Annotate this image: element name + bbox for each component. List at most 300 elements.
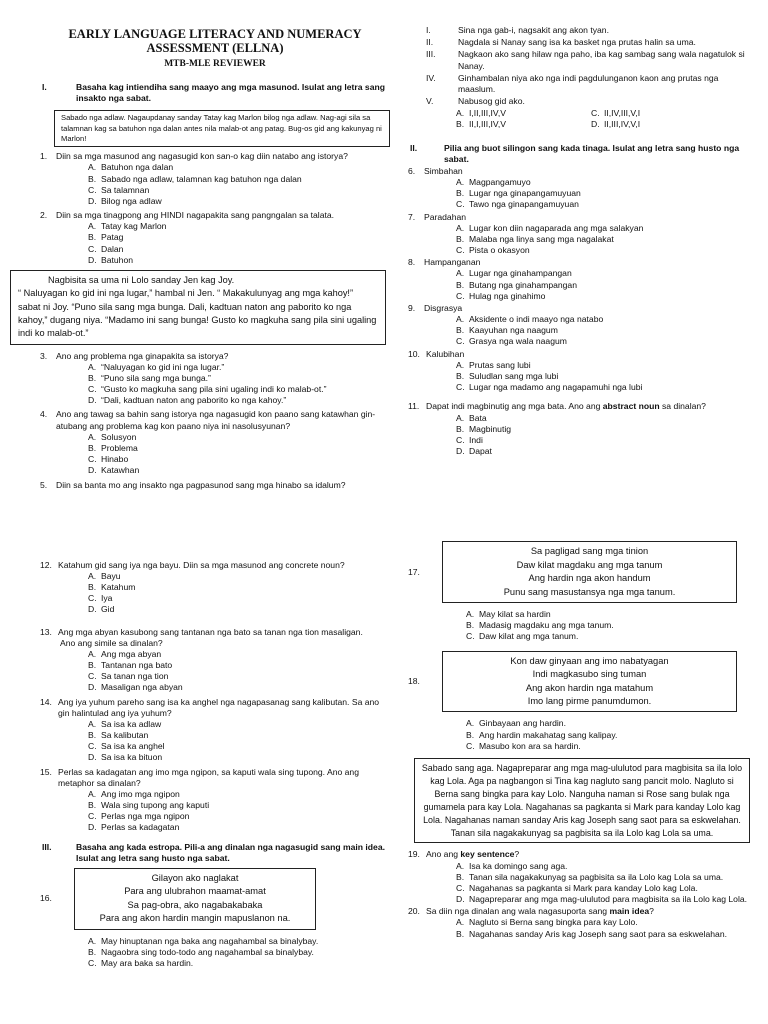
option-text: Sa isa ka anghel	[101, 741, 165, 752]
option-text: Gid	[101, 604, 115, 615]
section-instruction: Basaha ang kada estropa. Pili-a ang dinalan nga nagasugid sang main idea. Isulat ang letra sang husto nga sabat.	[76, 841, 385, 863]
question-stem: Paradahan	[424, 211, 467, 222]
option	[408, 336, 753, 347]
question-number: 6.	[408, 165, 416, 176]
option	[40, 593, 390, 604]
option	[40, 682, 390, 693]
option-letter: B.	[88, 800, 97, 811]
option-letter: C.	[456, 382, 465, 393]
option	[40, 822, 390, 833]
option	[40, 244, 390, 255]
sequence-text: Nagdala si Nanay sang isa ka basket nga prutas halin sa uma.	[458, 37, 696, 48]
question-11	[408, 401, 753, 457]
option-text: Isa ka domingo sang aga.	[469, 860, 568, 871]
option-letter: A.	[88, 648, 97, 659]
poem-line: Daw kilat magdaku ang mga tanum	[516, 559, 663, 570]
option-letter: A.	[456, 268, 465, 279]
option	[40, 800, 390, 811]
section-number: II.	[410, 142, 418, 153]
option-letter: B.	[456, 423, 465, 434]
option	[408, 382, 753, 393]
sequence-item	[422, 73, 753, 95]
stem-part: Dapat indi magbinutig ang mga bata. Ano ang	[426, 401, 603, 412]
option-text: Problema	[101, 443, 138, 453]
question-number: 3.	[40, 350, 48, 361]
option-text: Nagahanas sa pagkanta si Mark para kanday Lolo kag Lola.	[469, 882, 698, 893]
option	[408, 223, 753, 234]
option-letter: D.	[591, 119, 600, 130]
option-letter: D.	[456, 894, 465, 905]
option-text: Magpangamuyo	[469, 177, 531, 188]
option	[40, 454, 390, 465]
option	[408, 929, 753, 940]
option-letter: B.	[456, 233, 465, 244]
option	[40, 196, 390, 207]
question-number: 7.	[408, 211, 416, 222]
option-text: Dapat	[469, 446, 492, 457]
option	[40, 174, 390, 185]
option-letter: D.	[88, 604, 97, 615]
option-letter: C.	[456, 336, 465, 347]
option-text: May kilat sa hardin	[479, 609, 551, 620]
option-text: Masaligan nga abyan	[101, 682, 183, 693]
option-text: Prutas sang lubi	[469, 359, 531, 370]
title-line-1: EARLY LANGUAGE LITERACY AND NUMERACY	[68, 27, 362, 41]
page-title	[40, 27, 390, 56]
option-letter: B.	[88, 173, 97, 184]
question-number: 16.	[40, 893, 52, 904]
option-letter: D.	[88, 465, 97, 476]
option	[40, 395, 390, 406]
poem-line: Ang akon hardin nga matahum	[525, 682, 654, 693]
option-text: Ang imo mga ngipon	[101, 788, 180, 799]
option	[40, 671, 390, 682]
option-text: Nagluto si Berna sang bingka para kay Lolo.	[469, 917, 638, 928]
option	[408, 280, 753, 291]
option	[40, 465, 390, 476]
option	[40, 162, 390, 173]
option-text: II,III,IV,V,I	[604, 119, 641, 130]
option-letter: C.	[456, 434, 465, 445]
option-text: Sa tanan nga tion	[101, 671, 169, 682]
option	[408, 620, 753, 631]
option-letter: B.	[456, 928, 465, 939]
sequence-item	[422, 96, 753, 107]
option-letter: A.	[456, 177, 465, 188]
option-letter: C.	[456, 290, 465, 301]
passage-2	[10, 270, 386, 345]
question-number: 2.	[40, 210, 48, 221]
title-line-2: ASSESSMENT (ELLNA)	[146, 41, 284, 56]
question-stem: Simbahan	[424, 165, 463, 176]
question-number: 8.	[408, 257, 416, 268]
option-text: Bata	[469, 412, 487, 423]
option	[40, 232, 390, 243]
stem-keyword: key sentence	[460, 849, 515, 860]
option	[40, 730, 390, 741]
option	[40, 582, 390, 593]
page-subtitle: MTB-MLE REVIEWER	[164, 58, 266, 69]
option-letter: A.	[456, 108, 465, 119]
option-letter: A.	[88, 788, 97, 799]
option-text: Tanan sila nagakakunyag sa pagbisita sa ila Lolo kag Lola sa uma.	[469, 871, 724, 882]
stem-part: Ano ang	[426, 849, 461, 860]
section-instruction: Pilia ang buot silingon sang kada tinaga. Isulat ang letra sang husto nga sabat.	[444, 142, 740, 164]
option-letter: B.	[88, 730, 97, 741]
roman-numeral: III.	[426, 49, 436, 60]
option-letter: A.	[88, 361, 97, 372]
option-letter: B.	[88, 582, 97, 593]
option	[408, 325, 753, 336]
sequence-text: Nagkaon ako sang hilaw nga paho, iba kag sambag sang wala nagatulok si Nanay.	[458, 49, 745, 71]
option-text: Batuhon nga dalan	[101, 162, 174, 173]
poem-16	[74, 868, 316, 930]
option-text: Dalan	[101, 243, 124, 254]
option	[40, 255, 390, 266]
passage-2-line1: Nagbisita sa uma ni Lolo sanday Jen kag Joy.	[48, 274, 235, 285]
question-7	[408, 212, 753, 257]
option-letter: A.	[88, 162, 97, 173]
option	[408, 894, 753, 905]
question-stem: Ang mga abyan kasubong sang tantanan nga bato sa tanan nga tion masaligan.	[58, 626, 363, 637]
option	[408, 446, 753, 457]
option-text: Solusyon	[101, 431, 137, 442]
option	[408, 609, 753, 620]
option-text: II,I,III,IV,V	[469, 119, 506, 130]
option	[408, 883, 753, 894]
option-text: Tatay kag Marlon	[101, 221, 167, 232]
option	[40, 604, 390, 615]
option-text: Nagaobra sing todo-todo ang nagahambal sa binalybay.	[101, 947, 314, 958]
option	[40, 571, 390, 582]
question-8	[408, 257, 753, 302]
option-text: Suludlan sang mga lubi	[469, 370, 559, 381]
stem-part: ?	[649, 906, 654, 917]
option-text: “Puno sila sang mga bunga.”	[101, 372, 211, 383]
option-letter: D.	[88, 682, 97, 693]
question-stem: Ano ang tawag sa bahin sang istorya nga nagasugid kon paano sang katawhan gin-atubang ang problema kag kon paano niya ini nasolusyunan?	[56, 409, 376, 431]
question-stem: Kalubihan	[426, 348, 465, 359]
option	[40, 958, 390, 969]
option-letter: C.	[88, 243, 97, 254]
option-text: Nagahanas sanday Aris kag Joseph sang saot para sa eskwelahan.	[469, 928, 727, 939]
option	[408, 424, 753, 435]
option-text: Grasya nga wala naagum	[469, 336, 567, 347]
poem-line: Kon daw ginyaan ang imo nabatyagan	[510, 655, 669, 666]
stem-part: Sa diin nga dinalan ang wala nagasuporta sang	[426, 906, 610, 917]
option-letter: C.	[88, 454, 97, 465]
option	[40, 947, 390, 958]
option	[408, 199, 753, 210]
right-column	[408, 0, 753, 940]
question-3	[40, 351, 390, 407]
option-text: Ginbayaan ang hardin.	[479, 718, 566, 729]
option-letter: A.	[466, 718, 475, 729]
option-letter: C.	[88, 671, 97, 682]
option-letter: B.	[456, 119, 465, 130]
option	[40, 789, 390, 800]
option	[408, 371, 753, 382]
question-5-options	[408, 108, 753, 130]
question-stem: Perlas sa kadagatan ang imo mga ngipon, sa kaputi wala sing tupong. Ano ang metaphor sa dinalan?	[58, 766, 359, 788]
option-letter: C.	[88, 184, 97, 195]
question-number: 1.	[40, 151, 48, 162]
option	[408, 188, 753, 199]
question-stem	[426, 401, 706, 412]
option-letter: B.	[88, 660, 97, 671]
question-1	[40, 151, 390, 207]
option	[408, 360, 753, 371]
option-letter: D.	[88, 254, 97, 265]
option-text: Magbinutig	[469, 423, 512, 434]
option	[408, 245, 753, 256]
option-letter: B.	[88, 947, 97, 958]
option-letter: C.	[88, 741, 97, 752]
option-text: Lugar kon diin nagaparada ang mga salakyan	[469, 222, 644, 233]
option-text: Katawhan	[101, 465, 140, 476]
option-letter: C.	[88, 593, 97, 604]
option-text: Sabado nga adlaw, talamnan kag batuhon nga dalan	[101, 173, 302, 184]
sequence-item	[422, 37, 753, 48]
question-number: 10.	[408, 348, 420, 359]
option-text: Daw kilat ang mga tanum.	[479, 631, 579, 642]
option	[408, 631, 753, 642]
option-text: I,II,III,IV,V	[469, 108, 506, 119]
option-letter: C.	[88, 958, 97, 969]
option-text: Hulag nga ginahimo	[469, 290, 546, 301]
option-text: Sa isa ka adlaw	[101, 718, 162, 729]
question-number: 14.	[40, 696, 52, 707]
option-letter: C.	[466, 740, 475, 751]
option-letter: A.	[466, 609, 475, 620]
question-5	[40, 480, 390, 491]
option-text: Masubo kon ara sa hardin.	[479, 740, 581, 751]
option-letter: B.	[456, 279, 465, 290]
option	[40, 362, 390, 373]
option	[408, 413, 753, 424]
poem-line: Sa pagligad sang mga tinion	[530, 546, 649, 557]
option	[408, 861, 753, 872]
question-9	[408, 303, 753, 348]
question-number: 20.	[408, 906, 420, 917]
question-stem	[426, 849, 519, 860]
option-text: Lugar nga madamo ang nagapamuhi nga lubi	[469, 382, 643, 393]
roman-numeral: IV.	[426, 72, 436, 83]
option-letter: B.	[456, 871, 465, 882]
question-14	[40, 697, 390, 764]
option-letter: D.	[88, 822, 97, 833]
option-letter: A.	[456, 222, 465, 233]
option-text: Aksidente o indi maayo nga natabo	[469, 314, 604, 325]
question-stem	[426, 906, 654, 917]
stem-keyword: main idea	[609, 906, 650, 917]
section-instruction: Basaha kag intiendiha sang maayo ang mga masunod. Isulat ang letra sang insakto nga sabat.	[76, 82, 385, 104]
option-letter: B.	[88, 232, 97, 243]
sequence-item	[422, 49, 753, 71]
question-10	[408, 349, 753, 394]
option-text: Hinabo	[101, 454, 129, 465]
option	[408, 268, 753, 279]
option-text: Bayu	[101, 570, 121, 581]
question-number: 13.	[40, 626, 52, 637]
question-number: 12.	[40, 559, 52, 570]
question-4	[40, 409, 390, 476]
option	[40, 660, 390, 671]
option-letter: C.	[88, 811, 97, 822]
option	[408, 177, 753, 188]
roman-numeral: I.	[426, 25, 431, 35]
option-letter: B.	[88, 443, 97, 453]
sequence-item	[422, 25, 753, 36]
question-number: 19.	[408, 849, 420, 860]
option-letter: A.	[456, 314, 465, 325]
passage-2-body: “ Naluyagan ko gid ini nga lugar,” hambal ni Jen. “ Makakulunyag ang mga kahoy!” sabat ni Joy. “Puno sila sang mga bunga. Dali, kadtuan naton ang paborito ko nga kahoy,” dugang niya. “Madamo ini sang bunga! Gusto ko magkuha sang pila sini ugaling indi ko malab-ot.”	[18, 288, 377, 339]
question-stem: Disgrasya	[424, 302, 463, 313]
poem-18	[442, 651, 737, 713]
option	[40, 221, 390, 232]
option	[40, 741, 390, 752]
option-letter: A.	[88, 570, 97, 581]
option	[40, 185, 390, 196]
stem-part: ?	[514, 849, 520, 860]
question-12	[40, 560, 390, 616]
option-text: “Gusto ko magkuha sang pila sini ugaling indi ko malab-ot.”	[101, 384, 327, 395]
option-letter: B.	[88, 372, 97, 383]
option	[408, 314, 753, 325]
option-letter: A.	[88, 221, 97, 232]
option	[40, 811, 390, 822]
option-text: Perlas sa kadagatan	[101, 822, 180, 833]
option-text: Butang nga ginahampangan	[469, 279, 577, 290]
option-letter: A.	[456, 359, 465, 370]
option	[40, 649, 390, 660]
question-15	[40, 767, 390, 834]
option-text: Tawo nga ginapangamuyuan	[469, 199, 579, 210]
stem-part: sa dinalan?	[659, 401, 706, 412]
option-text: Bilog nga adlaw	[101, 195, 162, 206]
question-number: 9.	[408, 302, 416, 313]
option-text: Sa talamnan	[101, 184, 150, 195]
option-letter: A.	[456, 917, 465, 928]
option-letter: B.	[466, 729, 475, 740]
option	[40, 432, 390, 443]
option-text: “Dali, kadtuan naton ang paborito ko nga kahoy.”	[101, 395, 287, 406]
question-stem: Ang iya yuhum pareho sang isa ka anghel nga nagapasanag sang kalibutan. Sa ano gin halintulad ang iya yuhum?	[58, 696, 380, 718]
question-stem: Diin sa mga masunod ang nagasugid kon san-o kag diin natabo ang istorya?	[56, 151, 348, 162]
option	[408, 291, 753, 302]
question-stem-2: Ano ang simile sa dinalan?	[60, 637, 163, 648]
option	[40, 752, 390, 763]
poem-line: Gilayon ako naglakat	[151, 872, 239, 883]
option	[40, 373, 390, 384]
question-17	[408, 541, 753, 642]
option-text: “Naluyagan ko gid ini nga lugar.”	[101, 361, 225, 372]
question-number: 15.	[40, 766, 52, 777]
option-letter: C.	[456, 882, 465, 893]
option-text: Indi	[469, 434, 483, 445]
sequence-text: Ginhambalan niya ako nga indi pagdulunganon kaon ang prutas nga maaslum.	[458, 72, 719, 94]
option-text: May hinuptanan nga baka ang nagahambal sa binalybay.	[101, 935, 319, 946]
option-text: Wala sing tupong ang kaputi	[101, 800, 210, 811]
option-text: Pista o okasyon	[469, 245, 530, 256]
passage-3: Sabado sang aga. Nagapreparar ang mga mag-ululutod para magbisita sa ila lolo kag Lola. Aga pa nagbangon si Tina kag nagluto sang pancit molo. Nagluto si Berna sang bingka para kay Lolo. Nanguha naman si Rose sang bulak nga gumamela para kay Lola. Nagahanas sa pagkanta si Mark para kanday Lolo kag Lola. Nagahanas naman sanday Aris kag Joseph sang saot para sa eskwelahan. Tanan sila nagakakunyag sa pagbisita sa ila Lolo kag Lola sa uma.	[414, 758, 750, 843]
option-text: Lugar nga ginapangamuyuan	[469, 188, 581, 199]
option	[40, 719, 390, 730]
question-16	[40, 868, 390, 969]
option	[408, 741, 753, 752]
option	[408, 917, 753, 928]
option-text: Lugar nga ginahampangan	[469, 268, 572, 279]
option-text: Batuhon	[101, 254, 134, 265]
question-number: 18.	[408, 675, 420, 686]
poem-line: Indi magkasubo sing tuman	[532, 669, 647, 680]
section-2-heading	[408, 143, 753, 165]
option-text: Tantanan nga bato	[101, 660, 173, 671]
option-letter: C.	[456, 199, 465, 210]
stem-keyword: abstract noun	[602, 401, 660, 412]
option-text: Ang mga abyan	[101, 648, 162, 659]
option-letter: B.	[456, 325, 465, 336]
option-letter: A.	[88, 718, 97, 729]
question-stem: Katahum gid sang iya nga bayu. Diin sa mga masunod ang concrete noun?	[58, 559, 345, 570]
roman-numeral: II.	[426, 37, 434, 48]
poem-line: Para ang akon hardin mangin mapuslanon na.	[99, 913, 291, 924]
question-number: 11.	[408, 401, 420, 412]
poem-line: Imo lang pirme panumdumon.	[527, 695, 652, 706]
option-letter: C.	[88, 384, 97, 395]
question-number: 17.	[408, 566, 420, 577]
poem-line: Sa pag-obra, ako nagabakabaka	[127, 899, 263, 910]
option-letter: A.	[456, 860, 465, 871]
option	[40, 936, 390, 947]
option-letter: A.	[456, 412, 465, 423]
option-text: II,IV,III,V,I	[604, 108, 641, 119]
option-letter: A.	[88, 935, 97, 946]
section-3-heading	[40, 842, 390, 864]
poem-line: Ang hardin nga akon handum	[528, 573, 651, 584]
option-text: Malaba nga linya sang mga nagalakat	[469, 233, 614, 244]
option-letter: D.	[88, 752, 97, 763]
option-text: Katahum	[101, 582, 136, 593]
option-letter: A.	[88, 431, 97, 442]
passage-1: Sabado nga adlaw. Nagaupdanay sanday Tatay kag Marlon bilog nga adlaw. Nag-agi sila sa talamnan kag sa batuhon nga dalan antes nila malab-ot ang patag. Bug-os gid ang kakunyag ni Marlon!	[54, 110, 390, 147]
option	[40, 384, 390, 395]
question-19	[408, 849, 753, 905]
option-letter: D.	[88, 395, 97, 406]
question-18	[408, 651, 753, 752]
left-column	[18, 0, 390, 969]
option-letter: B.	[466, 620, 475, 631]
option-letter: B.	[456, 188, 465, 199]
section-number: III.	[42, 841, 52, 852]
option	[408, 234, 753, 245]
option-letter: D.	[88, 195, 97, 206]
question-5-items	[408, 25, 753, 107]
option-letter: B.	[456, 370, 465, 381]
question-2	[40, 210, 390, 266]
option-letter: C.	[456, 245, 465, 256]
option-letter: D.	[456, 446, 465, 457]
section-1-heading	[40, 82, 390, 104]
option-text: Kaayuhan nga naagum	[469, 325, 558, 336]
option-text: May ara baka sa hardin.	[101, 958, 194, 969]
option	[408, 730, 753, 741]
option-text: Perlas nga mga ngipon	[101, 811, 190, 822]
poem-line: Para ang ulubrahon maamat-amat	[124, 886, 266, 897]
option-text: Sa isa ka bituon	[101, 752, 163, 763]
option-text: Nagapreparar ang mga mag-ululutod para magbisita sa ila Lolo kag Lola.	[469, 894, 748, 905]
option-text: Ang hardin makahatag sang kalipay.	[479, 729, 618, 740]
